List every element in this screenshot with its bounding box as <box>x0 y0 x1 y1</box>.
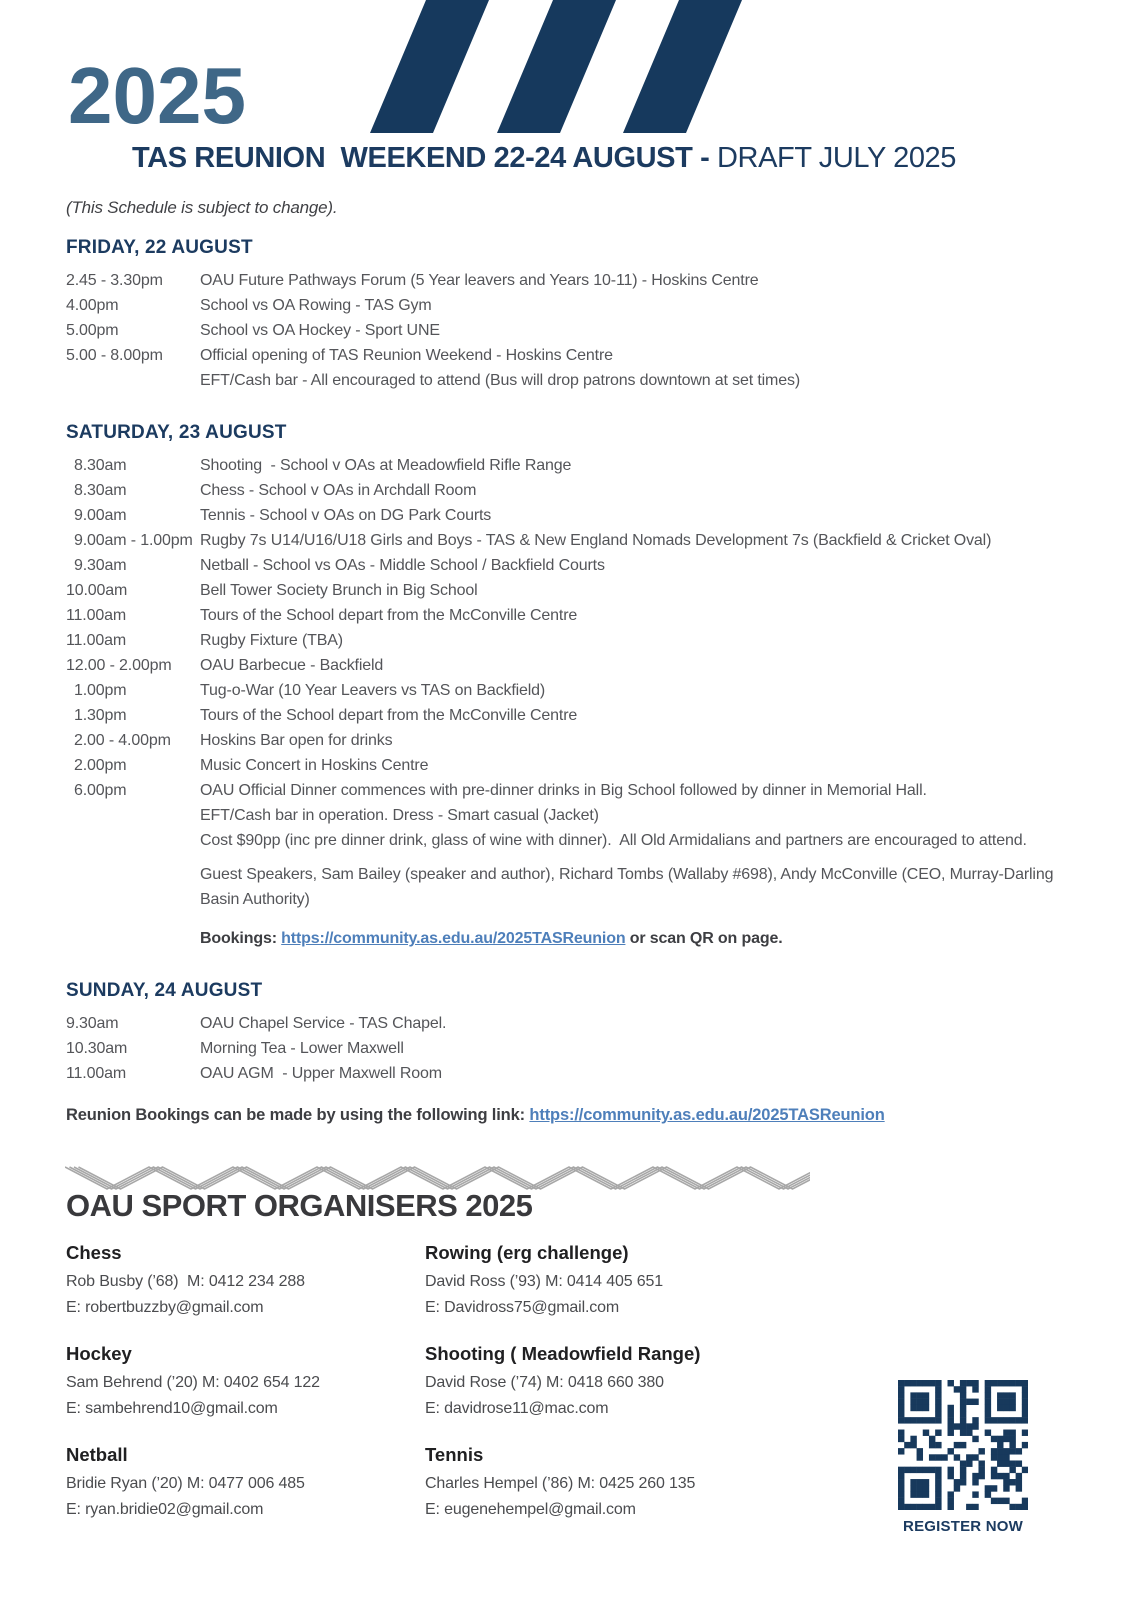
booking-link[interactable]: https://community.as.edu.au/2025TASReunion <box>281 930 626 947</box>
schedule-row <box>66 862 1076 912</box>
event-time: 1.30pm <box>74 707 127 724</box>
event-text: Chess - School v OAs in Archdall Room <box>200 482 477 499</box>
event-time: 11.00am <box>66 632 127 649</box>
page-title-draft: DRAFT JULY 2025 <box>717 142 956 174</box>
event-time: 5.00pm <box>66 322 119 339</box>
schedule-row <box>66 778 1076 853</box>
event-time: 9.30am <box>74 557 127 574</box>
day-section <box>66 422 1076 951</box>
organiser-entry <box>425 1343 866 1422</box>
event-time: 5.00 - 8.00pm <box>66 347 163 364</box>
schedule-row <box>66 926 1076 951</box>
event-text: OAU Chapel Service - TAS Chapel. <box>200 1015 447 1032</box>
event-time: 6.00pm <box>74 782 127 799</box>
schedule-row <box>66 503 1076 528</box>
event-time: 2.00 - 4.00pm <box>74 732 171 749</box>
schedule-row <box>66 653 1076 678</box>
organiser-entry <box>425 1444 866 1523</box>
page-title <box>132 142 956 175</box>
organiser-email: E: robertbuzzby@gmail.com <box>66 1299 264 1316</box>
schedule-row <box>66 703 1076 728</box>
organisers-column-left <box>66 1242 425 1523</box>
event-text: Bell Tower Society Brunch in Big School <box>200 582 478 599</box>
schedule-row <box>66 368 1076 393</box>
organiser-contact: Sam Behrend (’20) M: 0402 654 122 <box>66 1374 320 1391</box>
schedule-row <box>66 578 1076 603</box>
year-heading: 2025 <box>68 51 246 140</box>
organiser-email: E: Davidross75@gmail.com <box>425 1299 620 1316</box>
event-time: 10.30am <box>66 1040 128 1057</box>
sport-name: Tennis <box>425 1444 484 1465</box>
organiser-email: E: eugenehempel@gmail.com <box>425 1501 636 1518</box>
event-text: Music Concert in Hoskins Centre <box>200 757 429 774</box>
sport-name: Hockey <box>66 1343 132 1364</box>
register-now-label: REGISTER NOW <box>903 1518 1023 1535</box>
event-time: 2.00pm <box>74 757 127 774</box>
day-section <box>66 980 1076 1086</box>
schedule-row <box>66 528 1076 553</box>
schedule-row <box>66 1011 1076 1036</box>
event-text-line: Cost $90pp (inc pre dinner drink, glass of wine with dinner). All Old Armidalians and partners are encouraged to attend. <box>200 832 1027 849</box>
qr-code <box>898 1380 1028 1510</box>
schedule-row <box>66 1061 1076 1086</box>
event-text: Tug-o-War (10 Year Leavers vs TAS on Backfield) <box>200 682 546 699</box>
organiser-entry <box>66 1444 425 1523</box>
event-text: Official opening of TAS Reunion Weekend - Hoskins Centre <box>200 347 613 364</box>
schedule-row <box>66 678 1076 703</box>
event-text: EFT/Cash bar - All encouraged to attend (Bus will drop patrons downtown at set times) <box>200 372 800 389</box>
organiser-contact: Bridie Ryan (’20) M: 0477 006 485 <box>66 1475 305 1492</box>
event-text: OAU AGM - Upper Maxwell Room <box>200 1065 442 1082</box>
page-title-main: TAS REUNION WEEKEND 22-24 AUGUST - <box>132 142 717 174</box>
event-text: OAU Barbecue - Backfield <box>200 657 384 674</box>
event-text: Morning Tea - Lower Maxwell <box>200 1040 404 1057</box>
event-time: 9.00am - 1.00pm <box>74 532 193 549</box>
event-time <box>66 926 200 951</box>
sport-name: Rowing (erg challenge) <box>425 1242 629 1263</box>
event-time: 9.00am <box>74 507 127 524</box>
reunion-bookings-text: Reunion Bookings can be made by using the following link: <box>66 1106 530 1124</box>
schedule-note: (This Schedule is subject to change). <box>66 198 338 217</box>
event-time: 12.00 - 2.00pm <box>66 657 172 674</box>
schedule-days <box>66 237 1076 1086</box>
schedule-row <box>66 478 1076 503</box>
event-text: Shooting - School v OAs at Meadowfield Rifle Range <box>200 457 572 474</box>
event-time: 8.30am <box>74 457 127 474</box>
event-text: Rugby Fixture (TBA) <box>200 632 343 649</box>
schedule <box>66 237 1076 1125</box>
event-time: 1.00pm <box>74 682 127 699</box>
organiser-email: E: davidrose11@mac.com <box>425 1400 609 1417</box>
event-text <box>200 926 783 951</box>
event-text: OAU Future Pathways Forum (5 Year leavers and Years 10-11) - Hoskins Centre <box>200 272 759 289</box>
event-text: Guest Speakers, Sam Bailey (speaker and author), Richard Tombs (Wallaby #698), Andy McConville (CEO, Murray-Darling Basin Authority) <box>200 866 1058 908</box>
bookings-prefix: Bookings: <box>200 930 282 947</box>
event-time: 2.45 - 3.30pm <box>66 272 163 289</box>
event-time: 8.30am <box>74 482 127 499</box>
organiser-contact: David Rose (’74) M: 0418 660 380 <box>425 1374 664 1391</box>
event-text: School vs OA Rowing - TAS Gym <box>200 297 432 314</box>
event-text <box>200 778 1027 853</box>
event-time: 10.00am <box>66 582 128 599</box>
reunion-bookings-line <box>66 1106 1076 1125</box>
schedule-row <box>66 753 1076 778</box>
event-text: Rugby 7s U14/U16/U18 Girls and Boys - TAS & New England Nomads Development 7s (Backfield & Cricket Oval) <box>200 532 992 549</box>
schedule-row <box>66 1036 1076 1061</box>
event-time: 9.30am <box>66 1015 119 1032</box>
organiser-email: E: sambehrend10@gmail.com <box>66 1400 278 1417</box>
organiser-contact: David Ross (’93) M: 0414 405 651 <box>425 1273 663 1290</box>
sport-name: Chess <box>66 1242 122 1263</box>
schedule-row <box>66 453 1076 478</box>
organiser-entry <box>425 1242 866 1321</box>
sport-name: Netball <box>66 1444 128 1465</box>
event-time <box>66 368 200 393</box>
organisers-columns <box>66 1242 866 1523</box>
event-text-line: EFT/Cash bar in operation. Dress - Smart casual (Jacket) <box>200 807 599 824</box>
organiser-entry <box>66 1242 425 1321</box>
event-text-line: OAU Official Dinner commences with pre-dinner drinks in Big School followed by dinner in Memorial Hall. <box>200 782 927 799</box>
schedule-row <box>66 603 1076 628</box>
event-time: 11.00am <box>66 1065 127 1082</box>
event-time: 11.00am <box>66 607 127 624</box>
schedule-row <box>66 628 1076 653</box>
organisers-section <box>66 1188 866 1523</box>
event-text: Tours of the School depart from the McConville Centre <box>200 707 578 724</box>
event-text: Tennis - School v OAs on DG Park Courts <box>200 507 492 524</box>
organiser-email: E: ryan.bridie02@gmail.com <box>66 1501 264 1518</box>
reunion-booking-link[interactable]: https://community.as.edu.au/2025TASReunion <box>529 1106 885 1124</box>
organiser-contact: Charles Hempel (’86) M: 0425 260 135 <box>425 1475 696 1492</box>
schedule-row <box>66 268 1076 293</box>
organiser-contact: Rob Busby (’68) M: 0412 234 288 <box>66 1273 305 1290</box>
event-text: Hoskins Bar open for drinks <box>200 732 393 749</box>
header-stripes-graphic <box>365 0 745 133</box>
organisers-title: OAU SPORT ORGANISERS 2025 <box>66 1188 533 1223</box>
organisers-column-right <box>425 1242 866 1523</box>
day-section <box>66 237 1076 393</box>
schedule-row <box>66 728 1076 753</box>
event-text: Netball - School vs OAs - Middle School / Backfield Courts <box>200 557 605 574</box>
bookings-suffix: or scan QR on page. <box>625 930 783 947</box>
event-time: 4.00pm <box>66 297 119 314</box>
event-text: Tours of the School depart from the McConville Centre <box>200 607 578 624</box>
schedule-row <box>66 293 1076 318</box>
schedule-row <box>66 318 1076 343</box>
schedule-row <box>66 553 1076 578</box>
sport-name: Shooting ( Meadowfield Range) <box>425 1343 701 1364</box>
day-heading: FRIDAY, 22 AUGUST <box>66 237 253 258</box>
schedule-row <box>66 343 1076 368</box>
qr-block <box>898 1380 1028 1535</box>
organiser-entry <box>66 1343 425 1422</box>
event-text: School vs OA Hockey - Sport UNE <box>200 322 440 339</box>
day-heading: SATURDAY, 23 AUGUST <box>66 422 287 443</box>
event-time <box>66 862 200 912</box>
day-heading: SUNDAY, 24 AUGUST <box>66 980 263 1001</box>
